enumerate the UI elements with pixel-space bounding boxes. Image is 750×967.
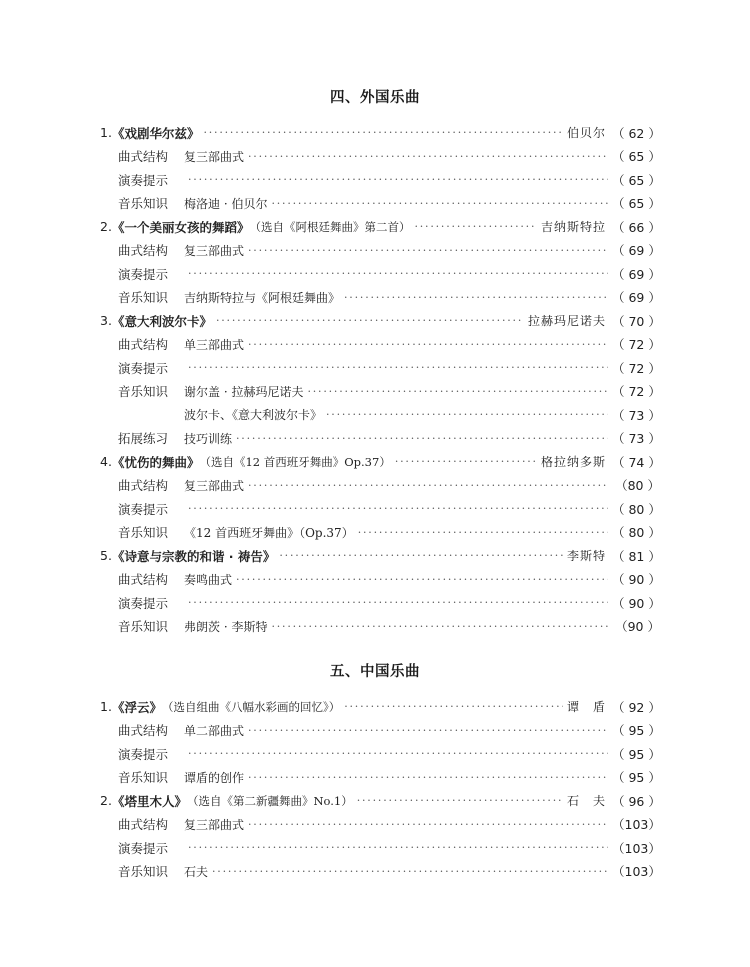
subentry-text: 单三部曲式 bbox=[184, 337, 245, 352]
entry-note: （选自《12 首西班牙舞曲》Op.37） bbox=[199, 454, 391, 469]
page-number: （ 62 ） bbox=[612, 125, 661, 141]
dot-leader bbox=[344, 700, 563, 713]
toc-subentry[interactable] bbox=[100, 262, 660, 286]
page-number: （ 72 ） bbox=[612, 384, 661, 400]
subentry-label: 曲式结构 bbox=[118, 243, 169, 259]
page-number: （ 74 ） bbox=[612, 454, 661, 470]
subentry-label: 演奏提示 bbox=[118, 360, 169, 376]
dot-leader bbox=[248, 338, 608, 351]
toc-entry[interactable] bbox=[100, 215, 660, 239]
dot-leader bbox=[248, 244, 608, 257]
subentry-text: 奏鸣曲式 bbox=[184, 572, 233, 587]
subentry-label: 演奏提示 bbox=[118, 746, 169, 762]
subentry-label: 音乐知识 bbox=[118, 525, 169, 541]
entry-title: 《浮云》 bbox=[111, 699, 162, 715]
page-number: （ 65 ） bbox=[612, 149, 661, 165]
dot-leader bbox=[188, 267, 608, 280]
subentry-text: 复三部曲式 bbox=[184, 243, 245, 258]
dot-leader bbox=[344, 291, 608, 304]
page-number: （90 ） bbox=[615, 619, 660, 635]
dot-leader bbox=[271, 620, 608, 633]
dot-leader bbox=[271, 197, 608, 210]
toc-subentry[interactable] bbox=[100, 591, 660, 615]
subentry-label: 音乐知识 bbox=[118, 864, 169, 880]
entry-title: 《一个美丽女孩的舞蹈》 bbox=[111, 219, 250, 235]
dot-leader bbox=[357, 794, 563, 807]
subentry-label: 音乐知识 bbox=[118, 384, 169, 400]
toc-subentry[interactable] bbox=[100, 168, 660, 192]
toc-subentry[interactable] bbox=[100, 766, 660, 790]
entry-note: （选自《阿根廷舞曲》第二首） bbox=[249, 219, 411, 234]
toc-subentry[interactable] bbox=[100, 719, 660, 743]
entry-number: 4. bbox=[100, 454, 112, 470]
page-number: （ 72 ） bbox=[612, 360, 661, 376]
entry-note: （选自组曲《八幅水彩画的回忆》） bbox=[161, 699, 341, 714]
toc-entry[interactable] bbox=[100, 789, 660, 813]
entry-number: 2. bbox=[100, 219, 112, 235]
entry-composer: 石 夫 bbox=[566, 794, 606, 809]
entry-title: 《忧伤的舞曲》 bbox=[111, 454, 200, 470]
dot-leader bbox=[216, 314, 524, 327]
entry-number: 1. bbox=[100, 699, 112, 715]
subentry-text: 《12 首西班牙舞曲》（Op.37） bbox=[184, 525, 354, 540]
dot-leader bbox=[395, 455, 537, 468]
page-number: （ 80 ） bbox=[612, 501, 661, 517]
toc-entry[interactable] bbox=[100, 695, 660, 719]
toc-subentry[interactable] bbox=[100, 813, 660, 837]
toc-entry[interactable] bbox=[100, 450, 660, 474]
toc-chinese bbox=[100, 695, 660, 883]
toc-entry[interactable] bbox=[100, 121, 660, 145]
dot-leader bbox=[188, 173, 608, 186]
subentry-label: 拓展练习 bbox=[118, 431, 169, 447]
toc-subentry[interactable] bbox=[100, 615, 660, 639]
section-title-foreign: 四、外国乐曲 bbox=[330, 90, 420, 106]
toc-subentry[interactable] bbox=[100, 860, 660, 884]
page-number: （ 65 ） bbox=[612, 196, 661, 212]
page-number: （ 65 ） bbox=[612, 172, 661, 188]
page-number: （ 66 ） bbox=[612, 219, 661, 235]
subentry-label: 曲式结构 bbox=[118, 149, 169, 165]
dot-leader bbox=[358, 526, 608, 539]
page-number: （ 90 ） bbox=[612, 595, 661, 611]
toc-foreign bbox=[100, 121, 660, 638]
toc-subentry[interactable] bbox=[100, 380, 660, 404]
entry-composer: 伯贝尔 bbox=[566, 126, 606, 141]
subentry-label: 演奏提示 bbox=[118, 840, 169, 856]
dot-leader bbox=[188, 361, 608, 374]
page-number: （103） bbox=[612, 817, 661, 833]
page-number: （ 81 ） bbox=[612, 548, 661, 564]
dot-leader bbox=[279, 549, 563, 562]
entry-number: 2. bbox=[100, 793, 112, 809]
page-number: （ 80 ） bbox=[612, 525, 661, 541]
toc-subentry[interactable] bbox=[100, 521, 660, 545]
entry-composer: 拉赫玛尼诺夫 bbox=[527, 314, 606, 329]
subentry-text: 复三部曲式 bbox=[184, 478, 245, 493]
entry-composer: 格拉纳多斯 bbox=[540, 455, 606, 470]
subentry-text: 波尔卡、《意大利波尔卡》 bbox=[184, 408, 323, 423]
subentry-label: 音乐知识 bbox=[118, 619, 169, 635]
entry-note: （选自《第二新疆舞曲》No.1） bbox=[186, 793, 353, 808]
page-number: （ 96 ） bbox=[612, 793, 661, 809]
subentry-label: 音乐知识 bbox=[118, 770, 169, 786]
page-number: （ 95 ） bbox=[612, 723, 661, 739]
dot-leader bbox=[248, 724, 608, 737]
subentry-text: 单二部曲式 bbox=[184, 723, 245, 738]
entry-number: 1. bbox=[100, 125, 112, 141]
page-number: （ 73 ） bbox=[612, 407, 661, 423]
toc-subentry[interactable] bbox=[100, 742, 660, 766]
page-number: （ 73 ） bbox=[612, 431, 661, 447]
toc-subentry[interactable] bbox=[100, 568, 660, 592]
page-number: （103） bbox=[612, 864, 661, 880]
dot-leader bbox=[248, 479, 608, 492]
toc-subentry[interactable] bbox=[100, 192, 660, 216]
subentry-text: 梅洛迪 · 伯贝尔 bbox=[184, 196, 268, 211]
subentry-text: 技巧训练 bbox=[184, 431, 233, 446]
dot-leader bbox=[188, 747, 608, 760]
subentry-label: 曲式结构 bbox=[118, 478, 169, 494]
toc-subentry[interactable] bbox=[100, 427, 660, 451]
subentry-label: 演奏提示 bbox=[118, 595, 169, 611]
toc-entry[interactable] bbox=[100, 544, 660, 568]
toc-subentry[interactable] bbox=[100, 286, 660, 310]
entry-number: 5. bbox=[100, 548, 112, 564]
entry-title: 《意大利波尔卡》 bbox=[111, 313, 212, 329]
entry-composer: 李斯特 bbox=[566, 549, 606, 564]
subentry-text: 谭盾的创作 bbox=[184, 770, 245, 785]
dot-leader bbox=[188, 841, 608, 854]
page-number: （ 92 ） bbox=[612, 699, 661, 715]
dot-leader bbox=[236, 573, 608, 586]
dot-leader bbox=[326, 408, 608, 421]
page-number: （ 70 ） bbox=[612, 313, 661, 329]
page-number: （ 72 ） bbox=[612, 337, 661, 353]
subentry-text: 谢尔盖 · 拉赫玛尼诺夫 bbox=[184, 384, 304, 399]
dot-leader bbox=[212, 865, 608, 878]
toc-subentry[interactable] bbox=[100, 145, 660, 169]
toc-subentry[interactable] bbox=[100, 333, 660, 357]
toc-subentry[interactable] bbox=[100, 836, 660, 860]
subentry-label: 音乐知识 bbox=[118, 196, 169, 212]
entry-title: 《戏剧华尔兹》 bbox=[111, 125, 200, 141]
subentry-label: 音乐知识 bbox=[118, 290, 169, 306]
dot-leader bbox=[188, 502, 608, 515]
entry-composer: 谭 盾 bbox=[566, 700, 606, 715]
subentry-label: 演奏提示 bbox=[118, 266, 169, 282]
toc-entry[interactable] bbox=[100, 309, 660, 333]
toc-subentry[interactable] bbox=[100, 474, 660, 498]
entry-composer: 吉纳斯特拉 bbox=[540, 220, 606, 235]
dot-leader bbox=[203, 126, 563, 139]
dot-leader bbox=[248, 771, 608, 784]
page-number: （ 69 ） bbox=[612, 266, 661, 282]
dot-leader bbox=[248, 150, 608, 163]
entry-title: 《塔里木人》 bbox=[111, 793, 187, 809]
dot-leader bbox=[307, 385, 608, 398]
page-number: （ 69 ） bbox=[612, 290, 661, 306]
subentry-label: 曲式结构 bbox=[118, 723, 169, 739]
page-number: （ 95 ） bbox=[612, 770, 661, 786]
dot-leader bbox=[236, 432, 608, 445]
toc-subentry[interactable] bbox=[100, 239, 660, 263]
toc-subentry[interactable] bbox=[100, 356, 660, 380]
page-number: （ 69 ） bbox=[612, 243, 661, 259]
page-number: （103） bbox=[612, 840, 661, 856]
subentry-label: 曲式结构 bbox=[118, 572, 169, 588]
subentry-text: 复三部曲式 bbox=[184, 817, 245, 832]
subentry-label: 曲式结构 bbox=[118, 337, 169, 353]
page-number: （ 95 ） bbox=[612, 746, 661, 762]
subentry-label: 演奏提示 bbox=[118, 172, 169, 188]
toc-subentry[interactable] bbox=[100, 497, 660, 521]
dot-leader bbox=[248, 818, 608, 831]
subentry-text: 弗朗茨 · 李斯特 bbox=[184, 619, 268, 634]
section-title-chinese: 五、中国乐曲 bbox=[330, 664, 420, 680]
subentry-text: 吉纳斯特拉与《阿根廷舞曲》 bbox=[184, 290, 341, 305]
subentry-label: 曲式结构 bbox=[118, 817, 169, 833]
entry-number: 3. bbox=[100, 313, 112, 329]
entry-title: 《诗意与宗教的和谐 · 祷告》 bbox=[111, 548, 276, 564]
dot-leader bbox=[188, 596, 608, 609]
subentry-text: 石夫 bbox=[184, 864, 209, 879]
page-number: （80 ） bbox=[615, 478, 660, 494]
page-number: （ 90 ） bbox=[612, 572, 661, 588]
subentry-label: 演奏提示 bbox=[118, 501, 169, 517]
toc-subentry[interactable] bbox=[100, 403, 660, 427]
subentry-text: 复三部曲式 bbox=[184, 149, 245, 164]
dot-leader bbox=[414, 220, 537, 233]
